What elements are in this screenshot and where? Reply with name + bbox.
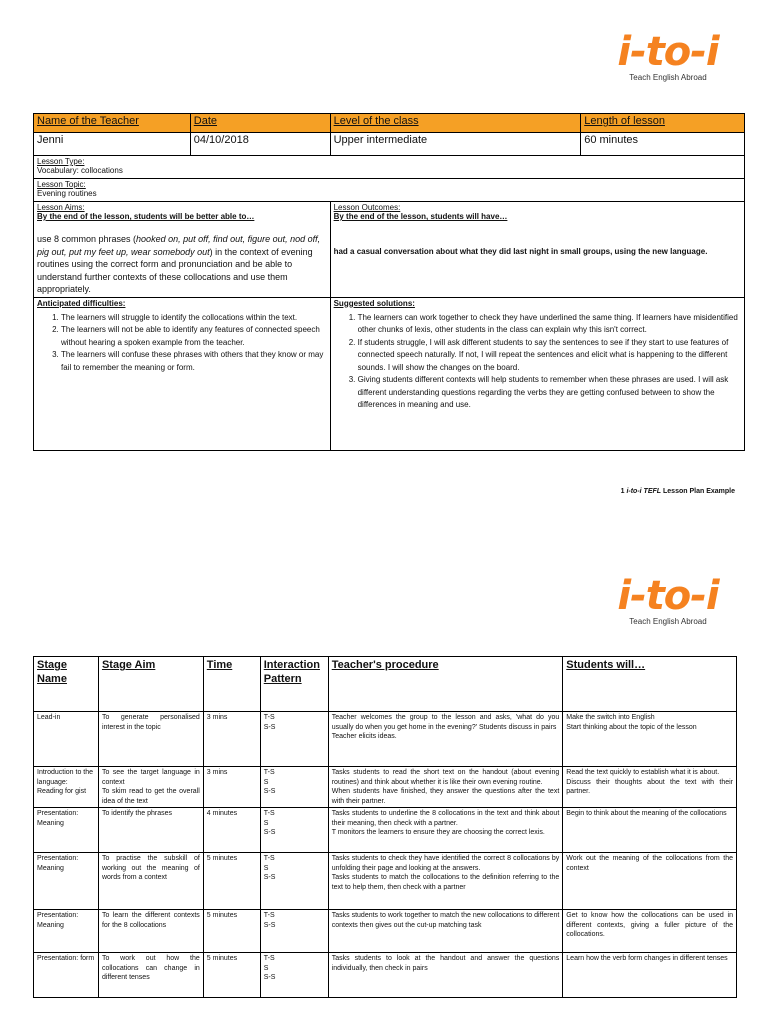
lesson-type-label: Lesson Type: bbox=[37, 157, 85, 166]
outcomes-label: Lesson Outcomes: bbox=[333, 203, 401, 212]
table-row bbox=[34, 953, 737, 998]
solutions-list bbox=[334, 312, 741, 412]
difficulties-cell bbox=[34, 297, 331, 450]
header-stage-name: Stage Name bbox=[37, 659, 67, 685]
time-cell: 5 minutes bbox=[203, 953, 260, 998]
stage-name-cell: Introduction to the language: Reading for gist bbox=[34, 767, 99, 808]
students-cell: Work out the meaning of the collocations from the context bbox=[563, 853, 737, 910]
table-row bbox=[34, 910, 737, 953]
date-label: Date bbox=[193, 115, 218, 127]
header-procedure: Teacher's procedure bbox=[331, 659, 439, 671]
stage-name-cell: Presentation: Meaning bbox=[34, 853, 99, 910]
difficulties-label: Anticipated difficulties: bbox=[37, 298, 126, 308]
solutions-label: Suggested solutions: bbox=[333, 298, 415, 308]
lesson-topic-value: Evening routines bbox=[37, 189, 97, 198]
interaction-cell: T-S S-S bbox=[260, 910, 328, 953]
table-row bbox=[34, 712, 737, 767]
footnote-number: 1 bbox=[620, 488, 625, 495]
teacher-value: Jenni bbox=[34, 133, 191, 156]
students-cell: Get to know how the collocations can be used in different contexts, giving a fuller picture of the collocations. bbox=[563, 910, 737, 953]
teacher-label: Name of the Teacher bbox=[37, 115, 139, 127]
date-value: 04/10/2018 bbox=[190, 133, 330, 156]
difficulties-solutions-row bbox=[34, 297, 745, 450]
aims-intro: By the end of the lesson, students will be better able to… bbox=[37, 212, 255, 221]
procedure-cell: Tasks students to work together to match the new collocations to different contexts then gives out the cut-up matching task bbox=[328, 910, 563, 953]
time-cell: 3 mins bbox=[203, 712, 260, 767]
difficulty-item: 3. The learners will confuse these phrases with others that they know or may fail to remember the meaning or form. bbox=[61, 349, 327, 374]
time-cell: 5 minutes bbox=[203, 910, 260, 953]
interaction-cell: T-S S S-S bbox=[260, 953, 328, 998]
lesson-type-value: Vocabulary: collocations bbox=[37, 166, 123, 175]
lesson-info-table bbox=[33, 113, 745, 451]
interaction-cell: T-S S S-S bbox=[260, 853, 328, 910]
solution-item: 2. If students struggle, I will ask different students to say the sentences to see if they start to use features of connected speech naturally. If not, I will repeat the sentences and elicit what is happening to the different sounds. I will show the changes on the board. bbox=[358, 337, 741, 375]
level-value: Upper intermediate bbox=[330, 133, 581, 156]
header-stage-aim: Stage Aim bbox=[101, 659, 156, 671]
stage-aim-cell: To see the target language in context To skim read to get the overall idea of the text bbox=[98, 767, 203, 808]
students-cell: Make the switch into English Start thinking about the topic of the lesson bbox=[563, 712, 737, 767]
students-cell: Read the text quickly to establish what it is about. Discuss their thoughts about the text with their partner. bbox=[563, 767, 737, 808]
students-cell: Learn how the verb form changes in different tenses bbox=[563, 953, 737, 998]
length-value: 60 minutes bbox=[581, 133, 745, 156]
stage-aim-cell: To learn the different contexts for the 8 collocations bbox=[98, 910, 203, 953]
logo-tagline: Teach English Abroad bbox=[629, 73, 707, 82]
table-row bbox=[34, 767, 737, 808]
interaction-cell: T-S S S-S bbox=[260, 767, 328, 808]
lesson-info-values-row bbox=[34, 133, 745, 156]
stage-aim-cell: To practise the subskill of working out the meaning of words from a context bbox=[98, 853, 203, 910]
lesson-aims-cell bbox=[34, 202, 331, 298]
difficulty-item: 2. The learners will not be able to identify any features of connected speech without hearing a spoken example from the teacher. bbox=[61, 324, 327, 349]
lesson-outcomes-cell bbox=[330, 202, 744, 298]
stage-name-cell: Presentation: Meaning bbox=[34, 910, 99, 953]
procedure-cell: Tasks students to underline the 8 collocations in the text and think about their meaning, then check with a partner. T monitors the learners to ensure they are choosing the correct lexis. bbox=[328, 808, 563, 853]
procedure-cell: Tasks students to read the short text on the handout (about evening routines) and think about whether it is like their own evening routine. When students have finished, they answer the questions after the text with their partner. bbox=[328, 767, 563, 808]
stage-aim-cell: To work out how the collocations can change in different tenses bbox=[98, 953, 203, 998]
stage-name-cell: Lead-in bbox=[34, 712, 99, 767]
time-cell: 5 minutes bbox=[203, 853, 260, 910]
length-label: Length of lesson bbox=[584, 115, 665, 127]
stage-aim-cell: To identify the phrases bbox=[98, 808, 203, 853]
difficulty-item: 1. The learners will struggle to identify the collocations within the text. bbox=[61, 312, 327, 325]
footnote-text: Lesson Plan Example bbox=[663, 488, 735, 495]
logo-mark: i-to-i bbox=[617, 573, 719, 619]
solution-item: 1. The learners can work together to check they have underlined the same thing. If learners have misidentified other chunks of lexis, other students in the class can explain why this isn't correct. bbox=[358, 312, 741, 337]
header-interaction: Interaction Pattern bbox=[263, 659, 320, 685]
procedure-cell: Tasks students to check they have identified the correct 8 collocations by unfolding their page and looking at the answers. Tasks students to match the collocations to the definition referring to the text to help them, then check with a partner bbox=[328, 853, 563, 910]
brand-logo bbox=[608, 29, 728, 82]
solution-item: 3. Giving students different contexts will help students to remember when these phrases are used. I will ask different understanding questions regarding the verbs they are getting confused between to show the differences in meaning and use. bbox=[358, 374, 741, 412]
table-row bbox=[34, 808, 737, 853]
procedure-cell: Teacher welcomes the group to the lesson and asks, 'what do you usually do when you get home in the evening?' Students discuss in pairs Teacher elicits ideas. bbox=[328, 712, 563, 767]
aims-text: use 8 common phrases (hooked on, put off, find out, figure out, nod off, pig out, put my feet up, wear somebody out) in the context of evening routines using the correct form and pronunciation and be able to understand further contexts of these collocations and use them appropriately. bbox=[37, 234, 321, 294]
stages-table bbox=[33, 656, 737, 998]
aims-label: Lesson Aims: bbox=[37, 203, 85, 212]
header-time: Time bbox=[206, 659, 233, 671]
lesson-topic-label: Lesson Topic: bbox=[37, 180, 86, 189]
lesson-type-row bbox=[34, 156, 745, 179]
logo-tagline: Teach English Abroad bbox=[629, 617, 707, 626]
brand-logo bbox=[608, 573, 728, 626]
aims-phrases: hooked on, put off, find out, figure out, nod off, pig out, put my feet up, wear somebody out bbox=[37, 234, 321, 257]
interaction-cell: T-S S S-S bbox=[260, 808, 328, 853]
level-label: Level of the class bbox=[333, 115, 419, 127]
stage-name-cell: Presentation: Meaning bbox=[34, 808, 99, 853]
logo-mark: i-to-i bbox=[617, 29, 719, 75]
aims-outcomes-row bbox=[34, 202, 745, 298]
table-row bbox=[34, 853, 737, 910]
stage-aim-cell: To generate personalised interest in the topic bbox=[98, 712, 203, 767]
lesson-info-header-row bbox=[34, 114, 745, 133]
page-footnote bbox=[450, 488, 735, 495]
procedure-cell: Tasks students to look at the handout and answer the questions individually, then check in pairs bbox=[328, 953, 563, 998]
outcomes-text: had a casual conversation about what they did last night in small groups, using the new language. bbox=[333, 247, 708, 256]
outcomes-intro: By the end of the lesson, students will have… bbox=[333, 212, 508, 221]
time-cell: 3 mins bbox=[203, 767, 260, 808]
stages-header-row bbox=[34, 657, 737, 712]
lesson-topic-row bbox=[34, 179, 745, 202]
stage-name-cell: Presentation: form bbox=[34, 953, 99, 998]
difficulties-list bbox=[37, 312, 327, 375]
header-students: Students will… bbox=[566, 659, 646, 671]
interaction-cell: T-S S-S bbox=[260, 712, 328, 767]
footnote-brand: i-to-i TEFL bbox=[626, 488, 662, 495]
time-cell: 4 minutes bbox=[203, 808, 260, 853]
solutions-cell bbox=[330, 297, 744, 450]
students-cell: Begin to think about the meaning of the collocations bbox=[563, 808, 737, 853]
